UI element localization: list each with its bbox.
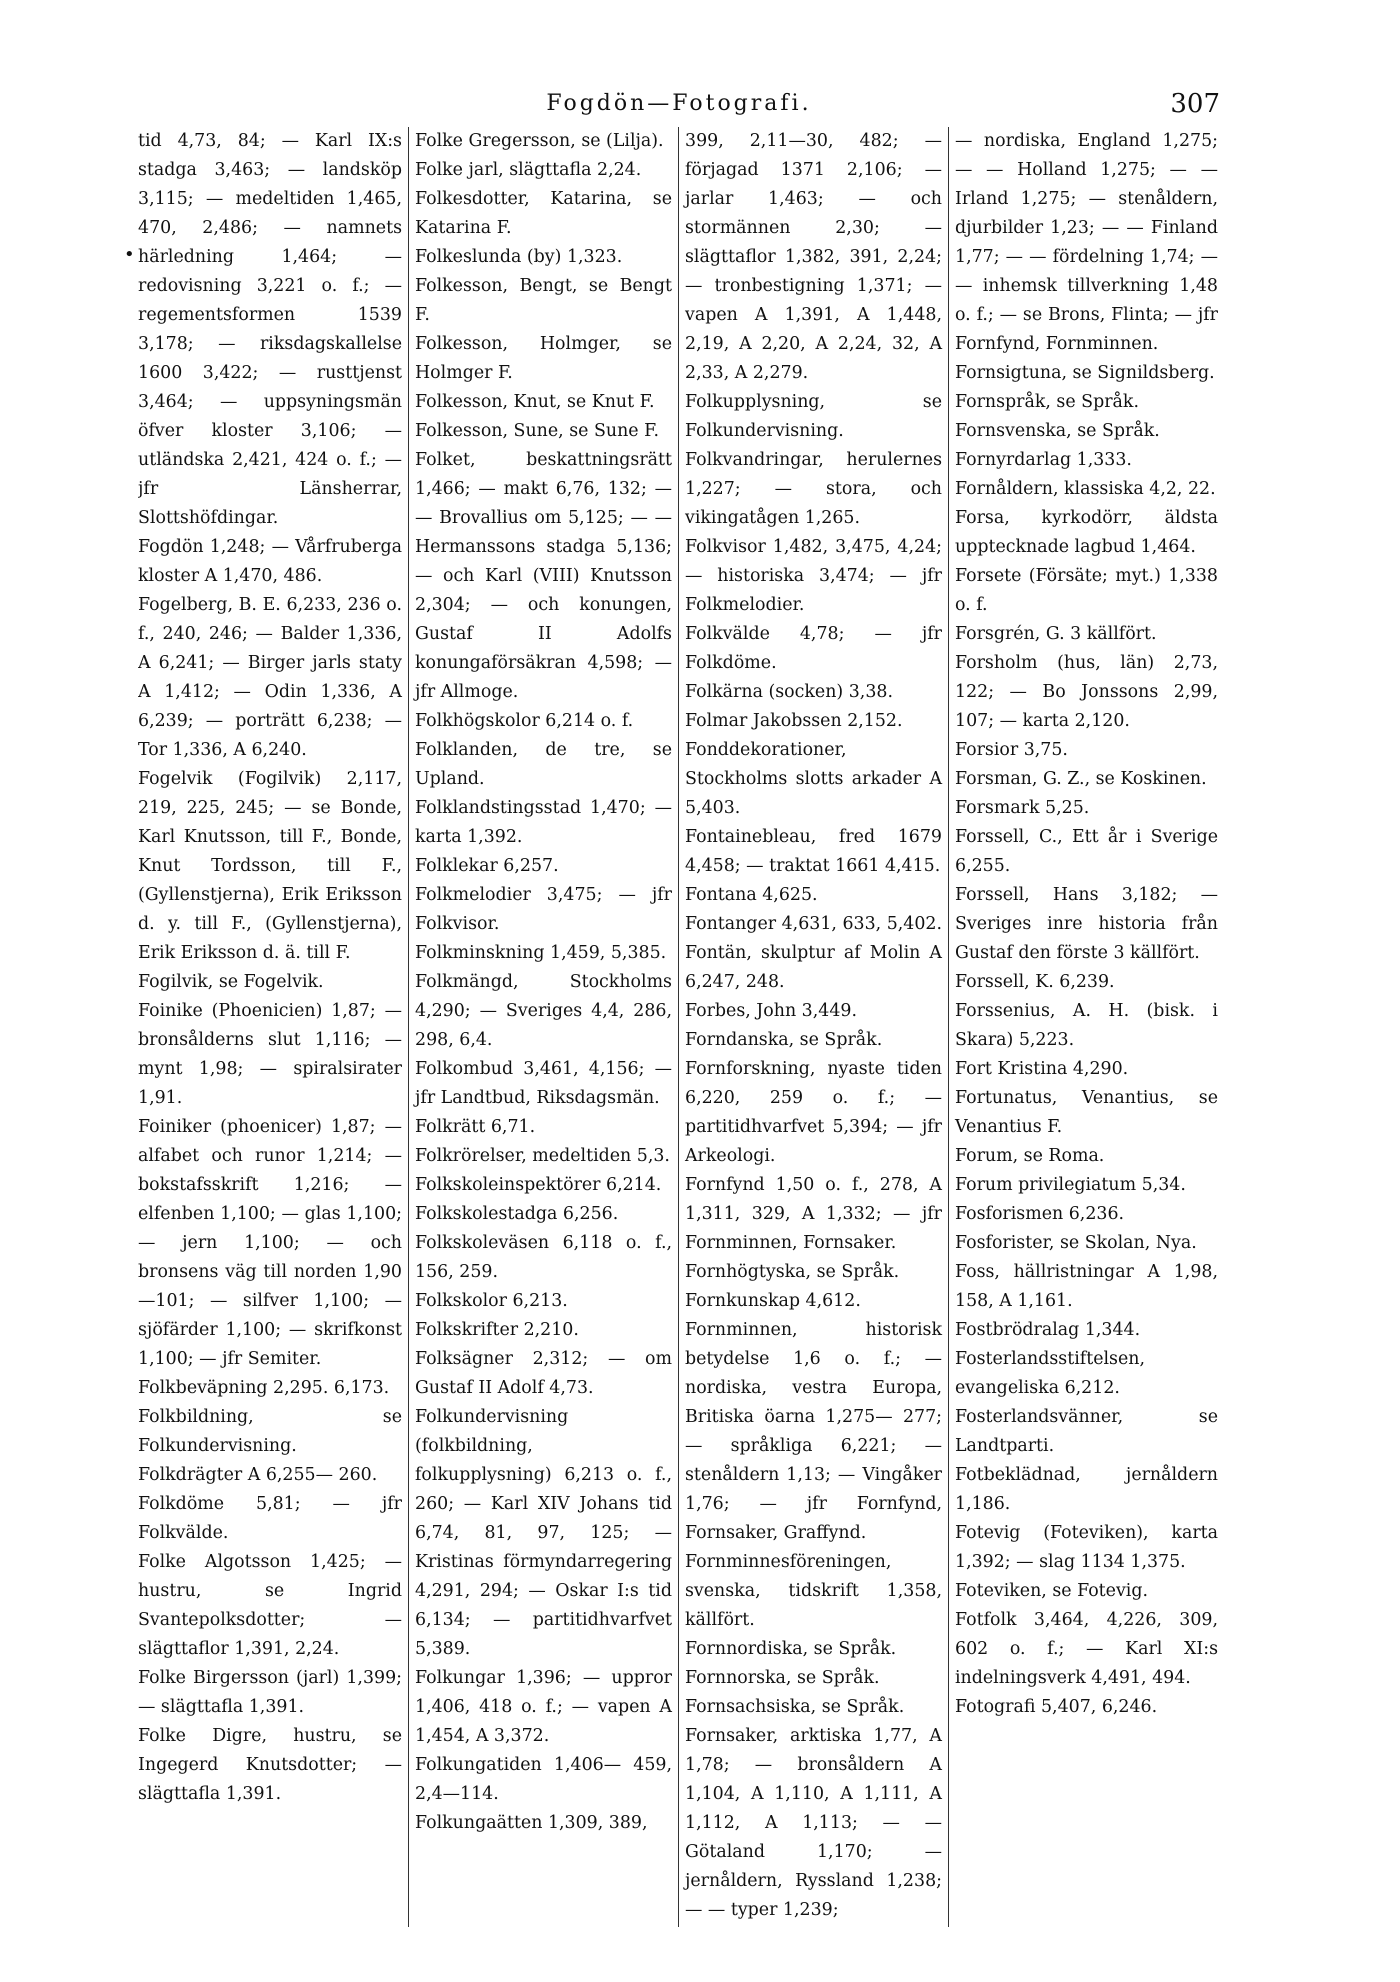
index-entry: Fontän, skulptur af Molin A 6,247, 248. — [685, 943, 942, 992]
index-entry: Fontana 4,625. — [685, 885, 818, 905]
index-entry: Folkesson, Sune, se Sune F. — [415, 421, 659, 441]
index-column-4 — [948, 127, 1218, 1927]
index-entry: Fornsachsiska, se Språk. — [685, 1697, 905, 1717]
index-column-1 — [138, 127, 408, 1927]
index-entry: Foss, hällristningar A 1,98, 158, A 1,161. — [955, 1262, 1218, 1311]
index-entry: Folkvälde 4,78; — jfr Folkdöme. — [685, 624, 942, 673]
index-entry: Forssenius, A. H. (bisk. i Skara) 5,223. — [955, 1001, 1218, 1050]
index-entry: Folkvisor 1,482, 3,475, 4,24; — historiska 3,474; — jfr Folkmelodier. — [685, 537, 942, 615]
index-entry: Folmar Jakobssen 2,152. — [685, 711, 903, 731]
index-entry: Folkungar 1,396; — uppror 1,406, 418 o. f.; — vapen A 1,454, A 3,372. — [415, 1668, 672, 1746]
index-columns — [138, 127, 1220, 1927]
index-entry: Folkesson, Knut, se Knut F. — [415, 392, 655, 412]
index-entry: Fornyrdarlag 1,333. — [955, 450, 1132, 470]
page-number: 307 — [1170, 89, 1220, 119]
index-entry: Fornforskning, nyaste tiden 6,220, 259 o. f.; — partitidhvarfvet 5,394; — jfr Arkeologi. — [685, 1059, 942, 1166]
index-entry: Folke jarl, slägttafla 2,24. — [415, 160, 642, 180]
index-entry: Foiniker (phoenicer) 1,87; — alfabet och runor 1,214; — bokstafsskrift 1,216; — elfenben 1,100; — glas 1,100; — jern 1,100; — och bronsens väg till norden 1,90 —101; — silfver 1,100; — sjöfärder 1,100; — skrifkonst 1,100; — jfr Semiter. — [138, 1117, 402, 1369]
index-entry: Foinike (Phoenicien) 1,87; — bronsålderns slut 1,116; — mynt 1,98; — spiralsirater 1,91. — [138, 1001, 402, 1108]
index-entry: Fotfolk 3,464, 4,226, 309, 602 o. f.; — Karl XI:s indelningsverk 4,491, 494. — [955, 1610, 1218, 1688]
index-entry: Folkskoleväsen 6,118 o. f., 156, 259. — [415, 1233, 672, 1282]
index-entry: Folkesson, Holmger, se Holmger F. — [415, 334, 672, 383]
index-entry: Fornkunskap 4,612. — [685, 1291, 861, 1311]
index-entry: Folke Gregersson, se (Lilja). — [415, 131, 664, 151]
index-entry: Folkdöme 5,81; — jfr Folkvälde. — [138, 1494, 402, 1543]
index-entry: Folkundervisning (folkbildning, folkupplysning) 6,213 o. f., 260; — Karl XIV Johans tid 6,74, 81, 97, 125; — Kristinas förmyndarregering 4,291, 294; — Oskar I:s tid 6,134; — partitidhvarfvet 5,389. — [415, 1407, 672, 1659]
index-entry: tid 4,73, 84; — Karl IX:s stadga 3,463; — landsköp 3,115; — medeltiden 1,465, 470, 2,486; — namnets härledning 1,464; — redovisning 3,221 o. f.; — regementsformen 1539 3,178; — riksdagskallelse 1600 3,422; — rusttjenst 3,464; — uppsyningsmän öfver kloster 3,106; — utländska 2,421, 424 o. f.; — jfr Länsherrar, Slottshöfdingar. — [138, 131, 402, 528]
index-entry: Folkdrägter A 6,255— 260. — [138, 1465, 378, 1485]
index-entry: Forsmark 5,25. — [955, 798, 1090, 818]
index-entry: Folkupplysning, se Folkundervisning. — [685, 392, 942, 441]
index-entry: Folkungaätten 1,309, 389, — [415, 1813, 648, 1833]
index-entry: Folkesdotter, Katarina, se Katarina F. — [415, 189, 672, 238]
index-entry: Fornspråk, se Språk. — [955, 392, 1139, 412]
index-entry: Folkskoleinspektörer 6,214. — [415, 1175, 662, 1195]
index-entry: Fontanger 4,631, 633, 5,402. — [685, 914, 943, 934]
index-entry: Folklekar 6,257. — [415, 856, 559, 876]
index-entry: Fornsaker, arktiska 1,77, A 1,78; — bronsåldern A 1,104, A 1,110, A 1,111, A 1,112, A 1,113; — — Götaland 1,170; — jernåldern, Ryssland 1,238; — — typer 1,239; — [685, 1726, 942, 1920]
index-entry: Forsete (Försäte; myt.) 1,338 o. f. — [955, 566, 1218, 615]
index-entry: Fotevig (Foteviken), karta 1,392; — slag 1134 1,375. — [955, 1523, 1218, 1572]
index-entry: Forsa, kyrkodörr, äldsta upptecknade lagbud 1,464. — [955, 508, 1218, 557]
index-entry: Fostbrödralag 1,344. — [955, 1320, 1141, 1340]
index-entry: Foteviken, se Fotevig. — [955, 1581, 1148, 1601]
index-entry: Fort Kristina 4,290. — [955, 1059, 1129, 1079]
index-entry: Fosforister, se Skolan, Nya. — [955, 1233, 1197, 1253]
index-entry: Folke Algotsson 1,425; — hustru, se Ingrid Svantepolksdotter; — slägttaflor 1,391, 2,24. — [138, 1552, 402, 1659]
index-entry: Forsman, G. Z., se Koskinen. — [955, 769, 1207, 789]
index-entry: Fosterlandsstiftelsen, evangeliska 6,212. — [955, 1349, 1145, 1398]
index-entry: Fornhögtyska, se Språk. — [685, 1262, 900, 1282]
index-entry: Folkhögskolor 6,214 o. f. — [415, 711, 634, 731]
index-entry: Folkmelodier 3,475; — jfr Folkvisor. — [415, 885, 672, 934]
index-entry: Forum privilegiatum 5,34. — [955, 1175, 1186, 1195]
index-entry: Forum, se Roma. — [955, 1146, 1105, 1166]
index-entry: Fornminnesföreningen, svenska, tidskrift 1,358, källfört. — [685, 1552, 942, 1630]
index-entry: Folkbildning, se Folkundervisning. — [138, 1407, 402, 1456]
index-entry: Folkminskning 1,459, 5,385. — [415, 943, 667, 963]
index-entry: Fontainebleau, fred 1679 4,458; — traktat 1661 4,415. — [685, 827, 942, 876]
index-entry: Folkmängd, Stockholms 4,290; — Sveriges 4,4, 286, 298, 6,4. — [415, 972, 672, 1050]
index-entry: Fornsvenska, se Språk. — [955, 421, 1160, 441]
index-entry: Fosterlandsvänner, se Landtparti. — [955, 1407, 1218, 1456]
index-entry: Folksägner 2,312; — om Gustaf II Adolf 4,73. — [415, 1349, 672, 1398]
index-entry: Folkskrifter 2,210. — [415, 1320, 579, 1340]
page-header — [138, 88, 1220, 120]
index-entry: Fogdön 1,248; — Vårfruberga kloster A 1,470, 486. — [138, 537, 402, 586]
index-entry: Fogelvik (Fogilvik) 2,117, 219, 225, 245; — se Bonde, Karl Knutsson, till F., Bonde, Knut Tordsson, till F., (Gyllenstjerna), Erik Eriksson d. y. till F., (Gyllenstjerna), Erik Eriksson d. ä. till F. — [138, 769, 402, 963]
index-entry: Folklanden, de tre, se Upland. — [415, 740, 672, 789]
index-entry: Forndanska, se Språk. — [685, 1030, 883, 1050]
index-entry: Fogilvik, se Fogelvik. — [138, 972, 324, 992]
index-entry: Folket, beskattningsrätt 1,466; — makt 6,76, 132; — — Brovallius om 5,125; — — Hermanssons stadga 5,136; — och Karl (VIII) Knutsson 2,304; — och konungen, Gustaf II Adolfs konungaförsäkran 4,598; — jfr Allmoge. — [415, 450, 672, 702]
index-entry: Folke Digre, hustru, se Ingegerd Knutsdotter; — slägttafla 1,391. — [138, 1726, 402, 1804]
index-entry: Fortunatus, Venantius, se Venantius F. — [955, 1088, 1218, 1137]
index-entry: Forsholm (hus, län) 2,73, 122; — Bo Jonssons 2,99, 107; — karta 2,120. — [955, 653, 1218, 731]
index-entry: Fotbeklädnad, jernåldern 1,186. — [955, 1465, 1218, 1514]
index-entry: Folkskolor 6,213. — [415, 1291, 568, 1311]
index-entry: Fornåldern, klassiska 4,2, 22. — [955, 479, 1216, 499]
index-entry: Folkbeväpning 2,295. 6,173. — [138, 1378, 390, 1398]
index-entry: Folklandstingsstad 1,470; — karta 1,392. — [415, 798, 672, 847]
index-column-3 — [678, 127, 948, 1927]
index-entry: Fornnordiska, se Språk. — [685, 1639, 897, 1659]
running-head: Fogdön—Fotografi. — [546, 91, 812, 116]
index-entry: Folkvandringar, herulernes 1,227; — stora, och vikingatågen 1,265. — [685, 450, 942, 528]
index-entry: Folkrörelser, medeltiden 5,3. — [415, 1146, 670, 1166]
index-entry: Fornminnen, historisk betydelse 1,6 o. f.; — nordiska, vestra Europa, Britiska öarna 1,275— 277; — språkliga 6,221; — stenåldern 1,13; — Vingåker 1,76; — jfr Fornfynd, Fornsaker, Graffynd. — [685, 1320, 942, 1543]
index-entry: Folkombud 3,461, 4,156; — jfr Landtbud, Riksdagsmän. — [415, 1059, 672, 1108]
index-entry: Forsgrén, G. 3 källfört. — [955, 624, 1157, 644]
index-entry: Folkärna (socken) 3,38. — [685, 682, 893, 702]
index-entry: 399, 2,11—30, 482; — förjagad 1371 2,106; — jarlar 1,463; — och stormännen 2,30; — slägttaflor 1,382, 391, 2,24; — tronbestigning 1,371; — vapen A 1,391, A 1,448, 2,19, A 2,20, A 2,24, 32, A 2,33, A 2,279. — [685, 131, 942, 383]
index-entry: Forssell, C., Ett år i Sverige 6,255. — [955, 827, 1218, 876]
index-entry: Folke Birgersson (jarl) 1,399; — slägttafla 1,391. — [138, 1668, 402, 1717]
index-entry: Fornnorska, se Språk. — [685, 1668, 880, 1688]
index-entry: Folkeslunda (by) 1,323. — [415, 247, 623, 267]
index-entry: Fosforismen 6,236. — [955, 1204, 1125, 1224]
index-entry: Fogelberg, B. E. 6,233, 236 o. f., 240, 246; — Balder 1,336, A 6,241; — Birger jarls staty A 1,412; — Odin 1,336, A 6,239; — porträtt 6,238; — Tor 1,336, A 6,240. — [138, 595, 402, 760]
index-entry: Fornsigtuna, se Signildsberg. — [955, 363, 1215, 383]
index-column-2 — [408, 127, 678, 1927]
index-entry: Fornfynd 1,50 o. f., 278, A 1,311, 329, A 1,332; — jfr Fornminnen, Fornsaker. — [685, 1175, 942, 1253]
index-entry: Forssell, Hans 3,182; — Sveriges inre historia från Gustaf den förste 3 källfört. — [955, 885, 1218, 963]
index-entry: Forbes, John 3,449. — [685, 1001, 857, 1021]
index-entry: Forssell, K. 6,239. — [955, 972, 1115, 992]
index-entry: Folkrätt 6,71. — [415, 1117, 536, 1137]
index-entry: Folkesson, Bengt, se Bengt F. — [415, 276, 672, 325]
margin-mark: • — [124, 244, 135, 265]
index-entry: Folkungatiden 1,406— 459, 2,4—114. — [415, 1755, 672, 1804]
index-entry: Fonddekorationer, Stockholms slotts arkader A 5,403. — [685, 740, 942, 818]
index-entry: — nordiska, England 1,275; — — Holland 1,275; — — Irland 1,275; — stenåldern, djurbilder 1,23; — — Finland 1,77; — — fördelning 1,74; — — inhemsk tillverkning 1,48 o. f.; — se Brons, Flinta; — jfr Fornfynd, Fornminnen. — [955, 131, 1218, 354]
index-entry: Forsior 3,75. — [955, 740, 1068, 760]
index-entry: Folkskolestadga 6,256. — [415, 1204, 619, 1224]
index-entry: Fotografi 5,407, 6,246. — [955, 1697, 1158, 1717]
